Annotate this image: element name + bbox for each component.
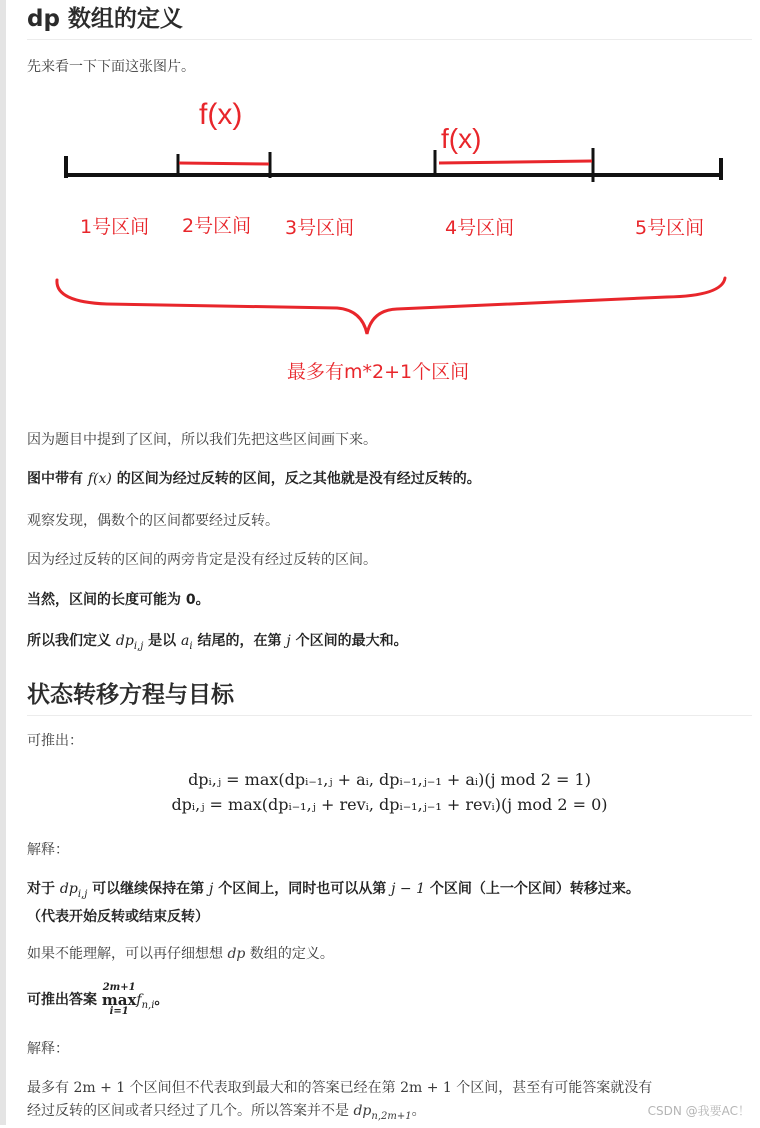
derive-label: 可推出： [27,733,83,749]
reversed-segment-4 [439,161,592,163]
reversed-segment-2 [179,163,269,164]
p6-mid1: 是以 [143,633,182,649]
p7-line2: （代表开始反转或结束反转） [27,908,209,925]
p6-post: 个区间的最大和。 [290,633,408,649]
p10-line2-pre: 经过反转的区间或者只经过了几个。所以答案并不是 [27,1103,354,1119]
paragraph-8 [27,943,747,966]
paragraph-1: 因为题目中提到了区间，所以我们先把这些区间画下来。 [27,432,377,448]
brace-label: 最多有m*2+1个区间 [287,361,470,383]
formula-2: dpᵢ,ⱼ = max(dpᵢ₋₁,ⱼ + revᵢ, dpᵢ₋₁,ⱼ₋₁ + revᵢ)(j mod 2 = 0) [171,795,608,814]
p9-post: 。 [154,992,169,1008]
p10-mid: 个区间但不代表取到最大和的答案已经在第 [125,1080,401,1096]
interval-label-5: 5号区间 [635,217,705,239]
interval-label-2: 2号区间 [182,215,252,237]
p7-j-minus-1: j − 1 [391,881,426,897]
p10-pre: 最多有 [27,1080,74,1096]
section-title-dp-definition: dp 数组的定义 [27,0,752,40]
p10-math-2: 2m + 1 [400,1080,452,1096]
paragraph-5: 当然，区间的长度可能为 0。 [27,592,210,608]
paragraph-4: 因为经过反转的区间的两旁肯定是没有经过反转的区间。 [27,552,377,568]
p9-pre: 可推出答案 [27,992,102,1008]
p6-j: j [286,633,291,649]
paragraph-2 [27,468,747,491]
p10-post: 个区间，甚至有可能答案就没有 [451,1080,653,1096]
interval-label-4: 4号区间 [445,217,515,239]
p6-dp-ij: $dp_{i,j}$ [115,633,144,652]
p6-mid2: 结尾的，在第 [192,633,287,649]
p2-math: f(x) [87,471,112,487]
p2-post: 的区间为经过反转的区间，反之其他就是没有经过反转的。 [111,471,481,487]
p8-math: dp [227,946,246,962]
brace [57,278,725,334]
p6-a-i: $a_i$ [181,633,193,652]
max-upper: 2m+1 [102,982,136,993]
paragraph-7 [27,878,747,929]
fx-label-right: f(x) [441,123,482,154]
explain-label-2: 解释： [27,1041,69,1057]
p7-mid1: 可以继续保持在第 [87,881,210,897]
p7-post: 个区间（上一个区间）转移过来。 [425,881,640,897]
explain-label-1: 解释： [27,842,69,858]
paragraph-10 [27,1077,747,1128]
max-op: max [101,991,137,1009]
interval-diagram-svg [47,90,760,390]
p7-mid2: 个区间上，同时也可以从第 [213,881,392,897]
p7-pre: 对于 [27,881,60,897]
interval-label-3: 3号区间 [285,217,355,239]
max-lower: i=1 [109,1006,129,1017]
intro-text: 先来看一下下面这张图片。 [27,59,195,75]
p7-dp-ij: $dp_{i,j}$ [59,881,88,900]
p9-f-ni: $f_{n,i}$ [136,992,155,1011]
p8-pre: 如果不能理解，可以再仔细想想 [27,946,228,962]
formula-1: dpᵢ,ⱼ = max(dpᵢ₋₁,ⱼ + aᵢ, dpᵢ₋₁,ⱼ₋₁ + aᵢ)(j mod 2 = 1) [188,770,591,789]
p2-pre: 图中带有 [27,471,88,487]
paragraph-9 [27,982,747,1021]
section-title-transition: 状态转移方程与目标 [27,676,752,716]
paragraph-6 [27,630,747,658]
p10-line2-post: 。 [411,1103,426,1119]
paragraph-3: 观察发现，偶数个的区间都要经过反转。 [27,513,279,529]
left-border [0,0,6,1125]
p10-dp-answer: $dp_{n,2m+1}$ [353,1103,412,1122]
p7-j: j [209,881,214,897]
p6-pre: 所以我们定义 [27,633,116,649]
watermark: CSDN @我要AC！ [647,1104,750,1118]
p8-post: 数组的定义。 [245,946,334,962]
fx-label-left: f(x) [199,98,243,131]
interval-label-1: 1号区间 [80,216,150,238]
p10-math-1: 2m + 1 [73,1080,126,1096]
interval-diagram [47,90,760,390]
max-operator [102,982,137,1018]
